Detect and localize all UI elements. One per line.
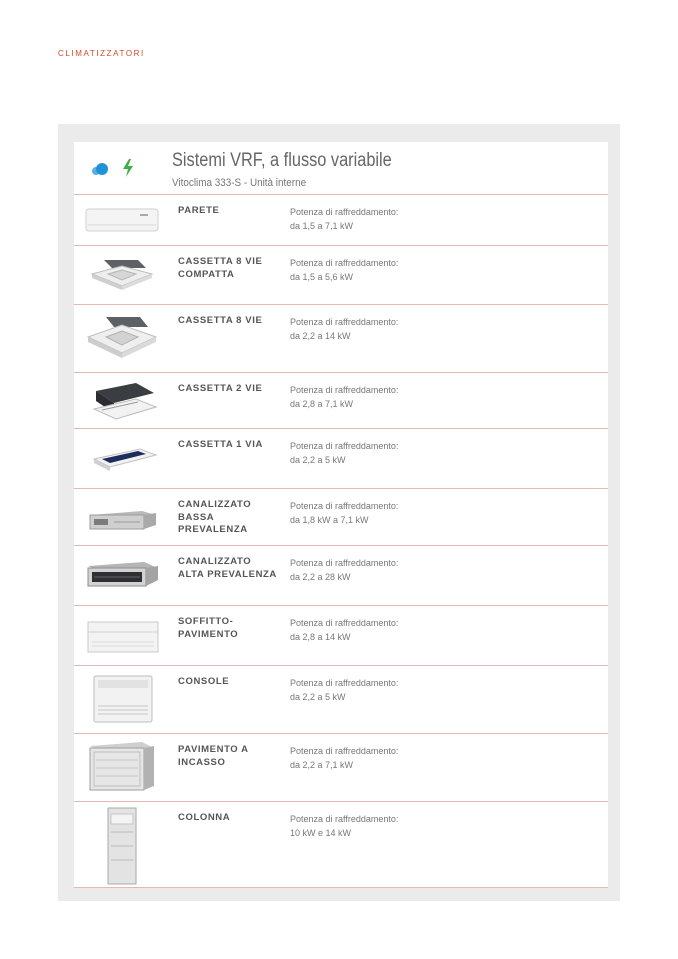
product-name: CASSETTA 8 VIE COMPATTA [178,256,263,280]
capacity-label: Potenza di raffreddamento: [290,558,399,568]
recessed-floor-unit-image [80,738,164,796]
one-way-cassette-image [80,441,164,481]
product-name: COLONNA [178,812,231,823]
product-row [74,606,608,666]
product-name: PAVIMENTO A INCASSO [178,744,249,768]
product-row [74,373,608,429]
product-row [74,802,608,888]
capacity-label: Potenza di raffreddamento: [290,814,399,824]
capacity-label: Potenza di raffreddamento: [290,258,399,268]
product-row [74,195,608,246]
capacity-label: Potenza di raffreddamento: [290,441,399,451]
product-name: CASSETTA 2 VIE [178,383,263,394]
ceiling-floor-unit-image [80,616,164,656]
section-label: CLIMATIZZATORI [58,49,145,58]
product-row [74,429,608,489]
capacity-value: da 2,2 a 5 kW [290,455,346,465]
product-row [74,666,608,734]
capacity-value: da 2,2 a 14 kW [290,331,351,341]
card-header [74,142,608,195]
capacity-label: Potenza di raffreddamento: [290,618,399,628]
capacity-value: da 1,5 a 5,6 kW [290,272,354,282]
capacity-label: Potenza di raffreddamento: [290,385,399,395]
two-way-cassette-image [80,379,164,423]
capacity-value: 10 kW e 14 kW [290,828,352,838]
wall-unit-image [80,205,164,235]
product-row [74,734,608,802]
product-card [74,142,608,888]
product-name: CANALIZZATO ALTA PREVALENZA [178,556,277,580]
product-name: CASSETTA 1 VIA [178,439,263,450]
capacity-value: da 1,8 kW a 7,1 kW [290,515,369,525]
product-row [74,546,608,606]
console-unit-image [80,672,164,726]
capacity-label: Potenza di raffreddamento: [290,746,399,756]
capacity-value: da 1,5 a 7,1 kW [290,221,354,231]
capacity-label: Potenza di raffreddamento: [290,501,399,511]
product-row [74,305,608,373]
column-unit-image [80,806,164,886]
capacity-value: da 2,2 a 28 kW [290,572,351,582]
capacity-label: Potenza di raffreddamento: [290,678,399,688]
product-name: CANALIZZATO BASSA PREVALENZA [178,499,252,535]
capacity-value: da 2,8 a 14 kW [290,632,351,642]
card-title: Sistemi VRF, a flusso variabile [172,150,392,171]
product-name: SOFFITTO-PAVIMENTO [178,616,239,640]
product-row [74,246,608,305]
high-pressure-duct-image [80,558,164,592]
low-pressure-duct-image [80,503,164,535]
lightning-icon [122,159,134,177]
cassette-image [80,311,164,365]
water-drop-icon [90,162,110,176]
product-name: PARETE [178,205,220,216]
product-row [74,489,608,546]
compact-cassette-image [80,252,164,298]
capacity-label: Potenza di raffreddamento: [290,207,399,217]
capacity-value: da 2,8 a 7,1 kW [290,399,354,409]
capacity-value: da 2,2 a 5 kW [290,692,346,702]
product-name: CONSOLE [178,676,230,687]
capacity-label: Potenza di raffreddamento: [290,317,399,327]
capacity-value: da 2,2 a 7,1 kW [290,760,354,770]
card-subtitle: Vitoclima 333-S - Unità interne [172,177,307,189]
product-name: CASSETTA 8 VIE [178,315,263,326]
